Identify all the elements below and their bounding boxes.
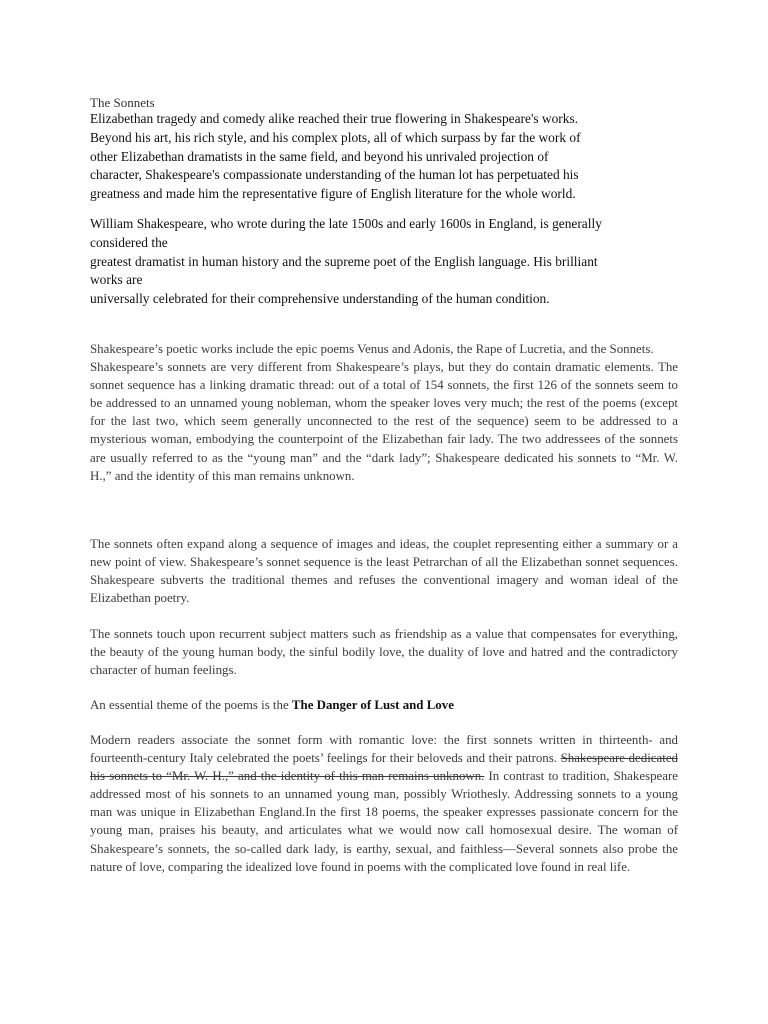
struck-through-text: Shakespeare dedicated his sonnets to “Mr. W. H.,” and the identity of this man remains unknown. [90, 751, 678, 784]
intro-line: character, Shakespeare's compassionate understanding of the human lot has perpetuated his [90, 167, 579, 183]
modern-readers-paragraph [90, 731, 678, 876]
bio-paragraph [90, 215, 678, 309]
modern-readers-continuation: In contrast to tradition, Shakespeare addressed most of his sonnets to an unnamed young man, possibly Wriothesly. Addressing sonnets to a young man was unique in Elizabethan England.In the first 18 poems, the speaker expresses passionate concern for the young man, praises his beauty, and articulates what we would now call homosexual desire. The woman of Shakespeare’s sonnets, the so-called dark lady, is earthy, sexual, and faithless—Several sonnets also probe the nature of love, comparing the idealized love found in poems with the complicated love found in real life. [90, 769, 678, 874]
bio-line: universally celebrated for their comprehensive understanding of the human condition. [90, 291, 550, 307]
bio-line: greatest dramatist in human history and the supreme poet of the English language. His brilliant [90, 253, 598, 269]
poetic-works-paragraph: Shakespeare’s poetic works include the epic poems Venus and Adonis, the Rape of Lucretia, and the Sonnets. [90, 342, 654, 356]
poetic-works-section [90, 340, 678, 485]
expand-paragraph: The sonnets often expand along a sequence of images and ideas, the couplet representing either a summary or a new point of view. Shakespeare’s sonnet sequence is the least Petrarchan of all the Elizabethan sonnet sequences. Shakespeare subverts the traditional themes and refuses the conventional imagery and woman ideal of the Elizabethan poetry. [90, 537, 678, 606]
intro-line: Beyond his art, his rich style, and his complex plots, all of which surpass by far the work of [90, 129, 581, 145]
intro-line: other Elizabethan dramatists in the same field, and beyond his unrivaled projection of [90, 148, 549, 164]
theme-intro: An essential theme of the poems is the [90, 698, 292, 712]
theme-title: The Danger of Lust and Love [291, 698, 454, 712]
bio-line: William Shakespeare, who wrote during the late 1500s and early 1600s in England, is generally [90, 216, 602, 231]
intro-line: greatness and made him the representative figure of English literature for the whole world. [90, 186, 576, 202]
modern-readers-text: Modern readers associate the sonnet form with romantic love: the first sonnets written in thirteenth- and fourteenth-century Italy celebrated the poets’ feelings for their beloveds and their patrons. [90, 733, 678, 766]
intro-line: Elizabethan tragedy and comedy alike reached their true flowering in Shakespeare's works. [90, 111, 578, 126]
theme-paragraph [90, 696, 678, 714]
bio-line: works are [90, 272, 143, 288]
intro-paragraph [90, 110, 678, 204]
heading: The Sonnets [90, 95, 155, 110]
subject-matters-paragraph: The sonnets touch upon recurrent subject matters such as friendship as a value that compensates for everything, the beauty of the young human body, the sinful bodily love, the duality of love and hatred and the contradictory character of human feelings. [90, 627, 678, 678]
sonnets-vs-plays-paragraph: Shakespeare’s sonnets are very different from Shakespeare’s plays, but they do contain dramatic elements. The sonnet sequence has a linking dramatic thread: out of a total of 154 sonnets, the first 126 of the sonnets seem to be addressed to an unnamed young nobleman, whom the speaker loves very much; the rest of the poems (except for the last two, which seem generally unconnected to the rest of the sequence) seem to be addressed to a mysterious woman, embodying the counterpoint of the Elizabethan fair lady. The two addressees of the sonnets are usually referred to as the “young man” and the “dark lady”; Shakespeare dedicated his sonnets to “Mr. W. H.,” and the identity of this man remains unknown. [90, 360, 678, 483]
bio-line: considered the [90, 234, 168, 250]
